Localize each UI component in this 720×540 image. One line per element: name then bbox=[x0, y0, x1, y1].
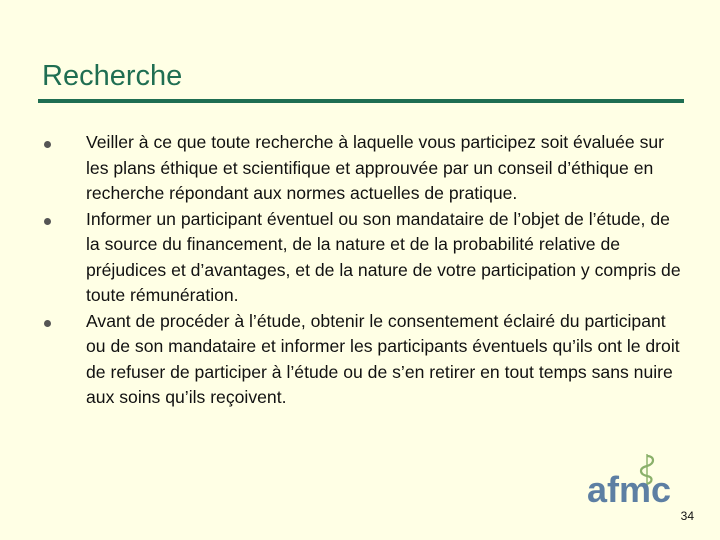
bullet-item bbox=[44, 309, 684, 411]
bullet-icon bbox=[44, 218, 51, 225]
afmc-logo bbox=[585, 452, 695, 508]
slide-title: Recherche bbox=[42, 60, 183, 92]
bullet-item bbox=[44, 207, 684, 309]
title-underline bbox=[38, 99, 684, 103]
logo-text: afmc bbox=[587, 469, 672, 508]
bullet-item bbox=[44, 130, 684, 207]
bullet-text: Veiller à ce que toute recherche à laquelle vous participez soit évaluée sur les plans éthique et scientifique et approuvée par un conseil d’éthique en recherche répondant aux normes actuelles de pratique. bbox=[86, 132, 665, 203]
bullet-icon bbox=[44, 141, 51, 148]
page-number: 34 bbox=[680, 509, 694, 523]
bullet-list bbox=[44, 130, 684, 411]
bullet-icon bbox=[44, 320, 51, 327]
bullet-text: Informer un participant éventuel ou son mandataire de l’objet de l’étude, de la source du financement, de la nature et de la probabilité relative de préjudices et d’avantages, et de la nature de votre participation y compris de toute rémunération. bbox=[86, 208, 681, 305]
bullet-text: Avant de procéder à l’étude, obtenir le consentement éclairé du participant ou de son mandataire et informer les participants éventuels qu’ils ont le droit de refuser de participer à l’étude ou de s’en retirer en tout temps sans nuire aux soins qu’ils reçoivent. bbox=[86, 310, 680, 407]
